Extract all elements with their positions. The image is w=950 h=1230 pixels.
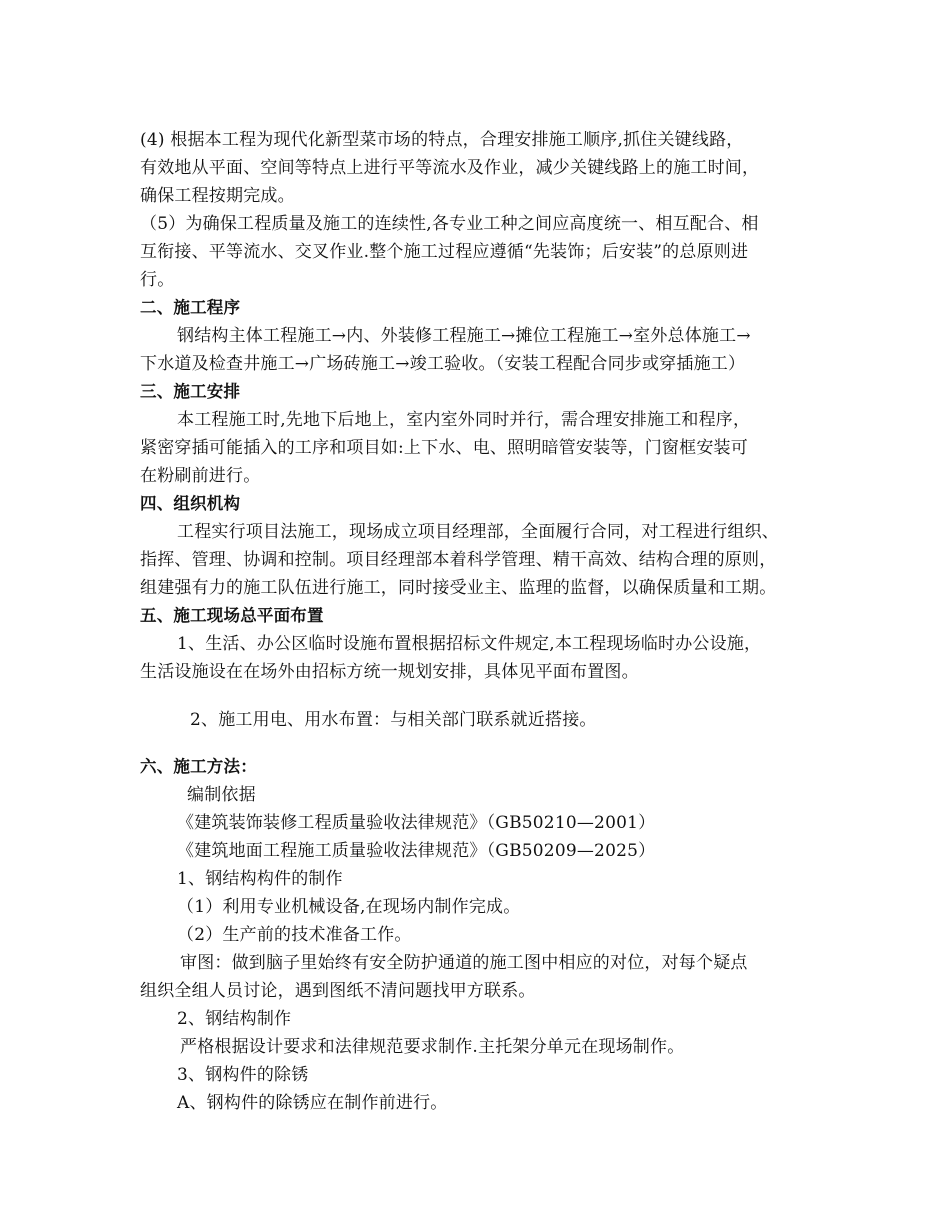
paragraph-line: 在粉刷前进行。 — [140, 466, 261, 486]
paragraph-line: （1）利用专业机械设备,在现场内制作完成。 — [177, 897, 521, 917]
paragraph-line: 3、钢构件的除锈 — [177, 1065, 309, 1085]
paragraph-line: 生活设施设在在场外由招标方统一规划安排，具体见平面布置图。 — [140, 662, 639, 682]
section-heading: 三、施工安排 — [140, 382, 241, 401]
paragraph-line: 严格根据设计要求和法律规范要求制作.主托架分单元在现场制作。 — [180, 1037, 685, 1057]
paragraph-line: 下水道及检查井施工→广场砖施工→竣工验收。（安装工程配合同步或穿插施工） — [140, 354, 746, 374]
paragraph-line: 有效地从平面、空间等特点上进行平等流水及作业，减少关键线路上的施工时间， — [140, 158, 760, 178]
paragraph-line: 钢结构主体工程施工→内、外装修工程施工→摊位工程施工→室外总体施工→ — [177, 326, 751, 346]
paragraph-line: 工程实行项目法施工，现场成立项目经理部，全面履行合同，对工程进行组织、 — [177, 522, 779, 542]
paragraph-line: （2）生产前的技术准备工作。 — [177, 925, 412, 945]
paragraph-line: 1、生活、办公区临时设施布置根据招标文件规定,本工程现场临时办公设施， — [177, 634, 762, 654]
paragraph-line: 指挥、管理、协调和控制。项目经理部本着科学管理、精干高效、结构合理的原则， — [140, 550, 777, 570]
section-heading: 五、施工现场总平面布置 — [140, 606, 324, 625]
paragraph-line: 组织全组人员讨论，遇到图纸不清问题找甲方联系。 — [140, 981, 536, 1001]
paragraph-line: 1、钢结构构件的制作 — [177, 869, 343, 889]
paragraph-line: 《建筑地面工程施工质量验收法律规范》（GB50209—2025） — [177, 841, 656, 861]
paragraph-line: (4) 根据本工程为现代化新型菜市场的特点，合理安排施工顺序,抓住关键线路， — [140, 130, 744, 150]
paragraph-line: 2、施工用电、用水布置：与相关部门联系就近搭接。 — [190, 710, 597, 730]
paragraph-line: 2、钢结构制作 — [177, 1009, 292, 1029]
paragraph-line: 编制依据 — [187, 785, 256, 805]
section-heading: 二、施工程序 — [140, 298, 241, 317]
paragraph-line: 确保工程按期完成。 — [140, 186, 295, 206]
paragraph-line: A、钢构件的除锈应在制作前进行。 — [177, 1093, 448, 1113]
paragraph-line: 组建强有力的施工队伍进行施工，同时接受业主、监理的监督，以确保质量和工期。 — [140, 578, 777, 598]
paragraph-line: 本工程施工时,先地下后地上，室内室外同时并行，需合理安排施工和程序， — [177, 410, 751, 430]
paragraph-line: 互衔接、平等流水、交叉作业.整个施工过程应遵循“先装饰；后安装”的总原则进 — [140, 242, 749, 262]
paragraph-line: （5）为确保工程质量及施工的连续性,各专业工种之间应高度统一、相互配合、相 — [140, 214, 759, 234]
paragraph-line: 审图：做到脑子里始终有安全防护通道的施工图中相应的对位，对每个疑点 — [180, 953, 748, 973]
paragraph-line: 行。 — [140, 270, 175, 290]
section-heading: 四、组织机构 — [140, 494, 241, 513]
paragraph-line: 《建筑装饰装修工程质量验收法律规范》（GB50210—2001） — [177, 813, 656, 833]
section-heading: 六、施工方法： — [140, 757, 257, 776]
paragraph-line: 紧密穿插可能插入的工序和项目如:上下水、电、照明暗管安装等，门窗框安装可 — [140, 438, 748, 458]
